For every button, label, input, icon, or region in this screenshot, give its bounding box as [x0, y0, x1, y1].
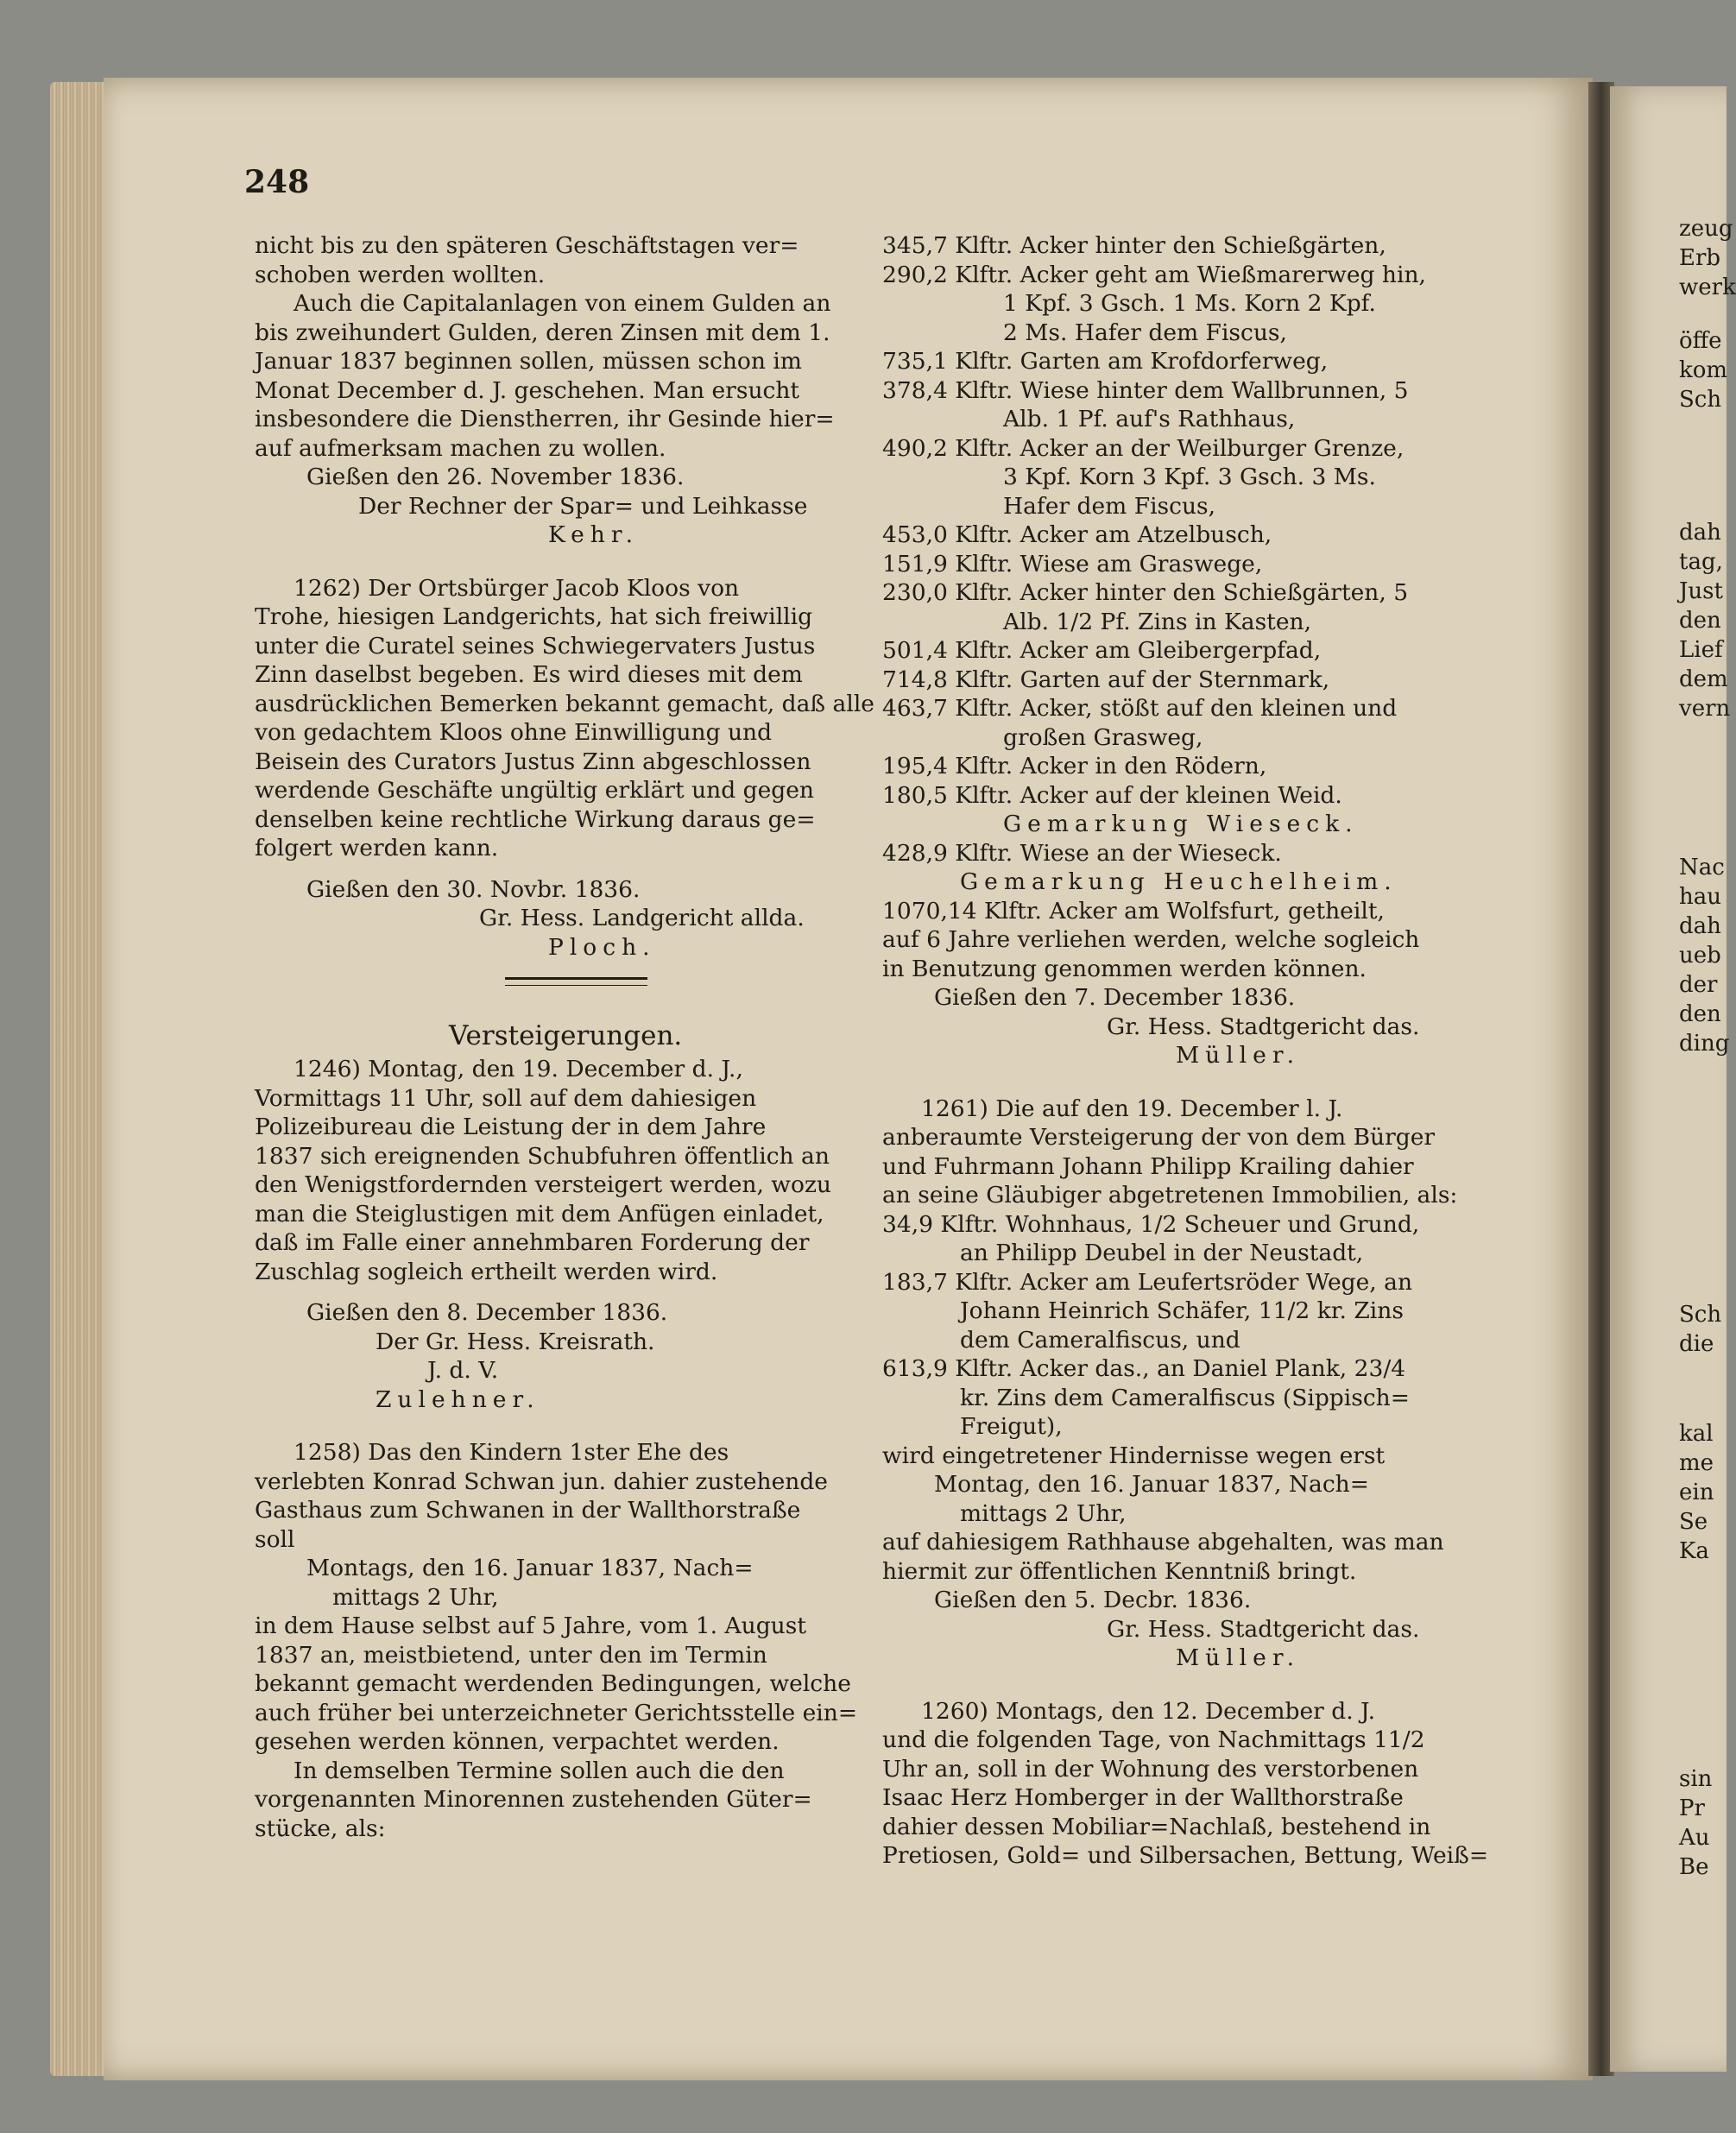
parcel-line: 1070,14 Klftr. Acker am Wolfsfurt, getheilt,	[882, 897, 1385, 925]
text-line: Zuschlag sogleich ertheilt werden wird.	[255, 1258, 718, 1285]
text-line: von gedachtem Kloos ohne Einwilligung und	[255, 719, 773, 746]
parcel-line: 195,4 Klftr. Acker in den Rödern,	[882, 753, 1267, 779]
text-line: Monat December d. J. geschehen. Man ersucht	[255, 376, 800, 404]
parcel-line: 345,7 Klftr. Acker hinter den Schießgärten,	[882, 232, 1386, 259]
text-line: denselben keine rechtliche Wirkung daraus ge=	[255, 805, 816, 833]
text-line: dahier dessen Mobiliar=Nachlaß, bestehend in	[882, 1813, 1431, 1840]
fragment: Erb	[1679, 245, 1721, 271]
notice-1258-start: 1258) Das den Kindern 1ster Ehe des	[294, 1439, 729, 1466]
fragment: me	[1679, 1450, 1714, 1476]
fragment: kal	[1679, 1421, 1714, 1447]
fragment: zeug	[1679, 216, 1733, 242]
parcel-line: 714,8 Klftr. Garten auf der Sternmark,	[882, 666, 1330, 693]
parcel-line: an Philipp Deubel in der Neustadt,	[960, 1240, 1364, 1266]
fragment: tag,	[1679, 549, 1723, 575]
text-line: 1837 sich ereignenden Schubfuhren öffentlich an	[255, 1142, 830, 1170]
text-line: Polizeibureau die Leistung der in dem Jahre	[255, 1114, 767, 1140]
text-line: Isaac Herz Homberger in der Wallthorstraße	[882, 1784, 1404, 1811]
text-line: folgert werden kann.	[255, 835, 499, 861]
text-line: auf 6 Jahre verliehen werden, welche sogleich	[882, 926, 1420, 953]
text-line: den Wenigstfordernden versteigert werden, wozu	[255, 1171, 831, 1198]
date-line: Gießen den 5. Decbr. 1836.	[934, 1587, 1252, 1613]
parcel-line: 180,5 Klftr. Acker auf der kleinen Weid.	[882, 781, 1342, 809]
signature-title: Der Gr. Hess. Kreisrath.	[376, 1328, 655, 1355]
district-heading: Gemarkung Heuchelheim.	[960, 868, 1398, 895]
text-line: werdende Geschäfte ungültig erklärt und gegen	[255, 777, 814, 804]
text-line: Auch die Capitalanlagen von einem Gulden an	[294, 290, 831, 317]
signature-title: Gr. Hess. Landgericht allda.	[479, 905, 805, 931]
parcel-line: 613,9 Klftr. Acker das., an Daniel Plank, 23/4	[882, 1355, 1406, 1382]
text-line: und Fuhrmann Johann Philipp Krailing dahier	[882, 1152, 1414, 1180]
parcel-line: 1 Kpf. 3 Gsch. 1 Ms. Korn 2 Kpf.	[1003, 290, 1376, 317]
date-line: Gießen den 7. December 1836.	[934, 984, 1296, 1011]
text-line: Montag, den 16. Januar 1837, Nach=	[934, 1471, 1369, 1498]
parcel-line: Alb. 1/2 Pf. Zins in Kasten,	[1003, 608, 1311, 635]
text-line: mittags 2 Uhr,	[332, 1583, 499, 1611]
text-line: Trohe, hiesigen Landgerichts, hat sich freiwillig	[255, 603, 813, 630]
middle-column	[882, 231, 1487, 1871]
text-line: in Benutzung genommen werden können.	[882, 955, 1367, 982]
parcel-line: 183,7 Klftr. Acker am Leufertsröder Wege, an	[882, 1268, 1413, 1296]
text-line: bekannt gemacht werdenden Bedingungen, welche	[255, 1670, 851, 1697]
fragment: Lief	[1679, 637, 1723, 663]
fragment: der	[1679, 972, 1718, 998]
signature-name: Zulehner.	[376, 1385, 540, 1413]
fragment: dah	[1679, 913, 1721, 939]
date-line: Gießen den 26. November 1836.	[306, 464, 685, 490]
text-line: in dem Hause selbst auf 5 Jahre, vom 1. August	[255, 1612, 806, 1639]
fragment: Be	[1679, 1854, 1709, 1880]
parcel-line: 501,4 Klftr. Acker am Gleibergerpfad,	[882, 637, 1322, 664]
text-line: Uhr an, soll in der Wohnung des verstorbenen	[882, 1755, 1419, 1783]
text-line: hiermit zur öffentlichen Kenntniß bringt.	[882, 1557, 1357, 1585]
date-line: Gießen den 8. December 1836.	[306, 1299, 668, 1326]
parcel-line: Johann Heinrich Schäfer, 11/2 kr. Zins	[960, 1297, 1404, 1324]
fragment: Sch	[1679, 1302, 1722, 1328]
fragment: sin	[1679, 1766, 1713, 1792]
text-line: Montags, den 16. Januar 1837, Nach=	[306, 1555, 754, 1581]
fragment: kom	[1679, 357, 1728, 383]
parcel-line: kr. Zins dem Cameralfiscus (Sippisch=	[960, 1384, 1410, 1411]
text-line: stücke, als:	[255, 1814, 386, 1842]
text-line: vorgenannten Minorennen zustehenden Güter=	[255, 1786, 812, 1813]
parcel-line: dem Cameralfiscus, und	[960, 1326, 1240, 1354]
date-line: Gießen den 30. Novbr. 1836.	[306, 875, 641, 903]
fragment: Sch	[1679, 387, 1722, 413]
text-line: 1837 an, meistbietend, unter den im Termin	[255, 1641, 767, 1669]
parcel-line: 490,2 Klftr. Acker an der Weilburger Grenze,	[882, 434, 1405, 462]
parcel-line: 290,2 Klftr. Acker geht am Wießmarerweg hin,	[882, 261, 1426, 288]
parcel-line: 453,0 Klftr. Acker am Atzelbusch,	[882, 521, 1272, 548]
text-line: auf aufmerksam machen zu wollen.	[255, 434, 666, 462]
fragment: Se	[1679, 1509, 1708, 1535]
text-line: Beisein des Curators Justus Zinn abgeschlossen	[255, 748, 811, 775]
parcel-line: Alb. 1 Pf. auf's Rathhaus,	[1003, 406, 1296, 432]
fragment: dem	[1679, 666, 1728, 692]
text-line: Gasthaus zum Schwanen in der Wallthorstraße	[255, 1497, 801, 1524]
section-divider	[505, 977, 647, 986]
text-line: Vormittags 11 Uhr, soll auf dem dahiesigen	[255, 1084, 757, 1112]
section-heading: Versteigerungen.	[449, 1020, 683, 1051]
text-line: auch früher bei unterzeichneter Gerichtsstelle ein=	[255, 1699, 858, 1726]
text-line: daß im Falle einer annehmbaren Forderung der	[255, 1229, 810, 1256]
fragment: den	[1679, 1001, 1721, 1027]
text-line: wird eingetretener Hindernisse wegen erst	[882, 1442, 1386, 1469]
text-line: anberaumte Versteigerung der von dem Bürger	[882, 1124, 1436, 1151]
notice-1262-start: 1262) Der Ortsbürger Jacob Kloos von	[294, 574, 740, 602]
text-line: bis zweihundert Gulden, deren Zinsen mit dem 1.	[255, 319, 830, 346]
text-line: man die Steiglustigen mit dem Anfügen einladet,	[255, 1200, 824, 1227]
left-column	[255, 231, 874, 1843]
signature-name: Ploch.	[548, 933, 656, 961]
parcel-line: 378,4 Klftr. Wiese hinter dem Wallbrunnen, 5	[882, 376, 1409, 404]
parcel-line: 428,9 Klftr. Wiese an der Wieseck.	[882, 839, 1282, 867]
parcel-line: 2 Ms. Hafer dem Fiscus,	[1003, 319, 1287, 346]
text-line: Pretiosen, Gold= und Silbersachen, Bettung, Weiß=	[882, 1842, 1489, 1869]
text-line: mittags 2 Uhr,	[960, 1499, 1127, 1527]
fragment: Pr	[1679, 1795, 1705, 1821]
signature-title: Gr. Hess. Stadtgericht das.	[1107, 1615, 1420, 1643]
text-line: nicht bis zu den späteren Geschäftstagen ver=	[255, 232, 799, 259]
signature-name: Müller.	[1176, 1042, 1301, 1069]
notice-1246-start: 1246) Montag, den 19. December d. J.,	[294, 1056, 743, 1082]
page-number: 248	[244, 164, 310, 200]
text-line: insbesondere die Dienstherren, ihr Gesinde hier=	[255, 406, 835, 432]
text-line: gesehen werden können, verpachtet werden.	[255, 1728, 780, 1755]
fragment: die	[1679, 1331, 1714, 1357]
signature-abbrev: J. d. V.	[427, 1357, 499, 1384]
fragment: vern	[1679, 696, 1731, 722]
fragment: Nac	[1679, 855, 1725, 880]
fragment: ein	[1679, 1480, 1714, 1505]
parcel-line: Hafer dem Fiscus,	[1003, 492, 1216, 520]
fragment: ding	[1679, 1031, 1730, 1057]
fragment: dah	[1679, 520, 1721, 546]
right-page-fragments	[1679, 214, 1736, 1882]
text-line: Zinn daselbst begeben. Es wird dieses mit dem	[255, 661, 803, 688]
text-line: In demselben Termine sollen auch die den	[294, 1757, 785, 1784]
notice-1261-start: 1261) Die auf den 19. December l. J.	[921, 1095, 1343, 1122]
parcel-line: Freigut),	[960, 1413, 1063, 1440]
text-line: ausdrücklichen Bemerken bekannt gemacht, daß alle	[255, 690, 874, 717]
fragment: Just	[1679, 578, 1723, 604]
parcel-line: großen Grasweg,	[1003, 723, 1203, 751]
signature-title: Gr. Hess. Stadtgericht das.	[1107, 1013, 1420, 1040]
fragment: hau	[1679, 884, 1721, 910]
parcel-line: 3 Kpf. Korn 3 Kpf. 3 Gsch. 3 Ms.	[1003, 464, 1376, 490]
notice-1260-start: 1260) Montags, den 12. December d. J.	[921, 1697, 1376, 1725]
text-line: auf dahiesigem Rathhause abgehalten, was man	[882, 1529, 1444, 1556]
fragment: Ka	[1679, 1538, 1709, 1564]
fragment: werk	[1679, 275, 1736, 300]
fragment: Au	[1679, 1825, 1710, 1851]
text-line: schoben werden wollten.	[255, 261, 546, 288]
fragment: ueb	[1679, 943, 1721, 969]
fragment: öffe	[1679, 328, 1722, 354]
parcel-line: 463,7 Klftr. Acker, stößt auf den kleinen und	[882, 695, 1398, 722]
fragment: den	[1679, 608, 1721, 634]
text-line: und die folgenden Tage, von Nachmittags 11/2	[882, 1726, 1425, 1753]
parcel-line: 735,1 Klftr. Garten am Krofdorferweg,	[882, 348, 1329, 375]
parcel-line: 151,9 Klftr. Wiese am Graswege,	[882, 550, 1263, 577]
signature-name: Müller.	[1176, 1644, 1301, 1671]
text-line: Januar 1837 beginnen sollen, müssen schon im	[255, 348, 802, 375]
signature-title: Der Rechner der Spar= und Leihkasse	[358, 492, 808, 520]
text-line: soll	[255, 1525, 295, 1553]
text-line: verlebten Konrad Schwan jun. dahier zustehende	[255, 1467, 828, 1495]
text-line: an seine Gläubiger abgetretenen Immobilien, als:	[882, 1182, 1458, 1208]
parcel-line: 230,0 Klftr. Acker hinter den Schießgärten, 5	[882, 579, 1409, 606]
parcel-line: 34,9 Klftr. Wohnhaus, 1/2 Scheuer und Grund,	[882, 1210, 1420, 1238]
signature-name: Kehr.	[548, 521, 640, 548]
district-heading: Gemarkung Wieseck.	[1003, 811, 1359, 837]
text-line: unter die Curatel seines Schwiegervaters Justus	[255, 632, 816, 659]
